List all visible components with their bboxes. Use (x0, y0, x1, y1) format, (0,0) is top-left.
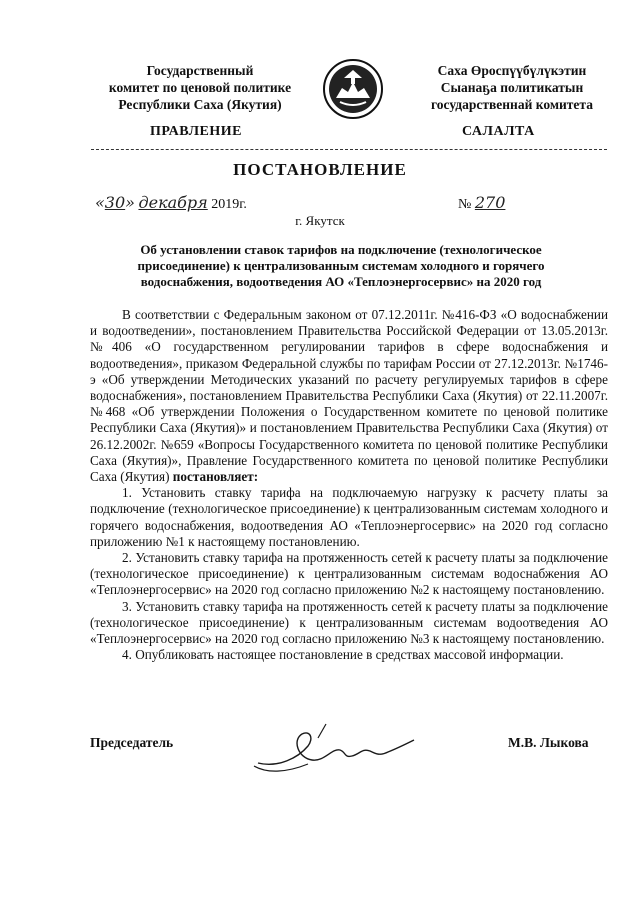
resolution-item-3: 3. Установить ставку тарифа на протяженность сетей к расчету платы за подключение (технологическое присоединение) к централизованным системам водоотведения АО «Теплоэнергосервис» на 2020 год согласно приложению №3 к настоящему постановлению. (90, 598, 608, 647)
preamble-paragraph (90, 307, 608, 485)
header-divider (91, 149, 607, 150)
header-left-line-1: Государственный (146, 63, 254, 78)
preamble-resolution: постановляет: (172, 469, 259, 485)
date-year: 2019г. (211, 197, 247, 212)
document-subject: Об установлении ставок тарифов на подключение (технологическое присоединение) к централизованным системам холодного и горячего водоснабжения, водоотведения АО «Теплоэнергосервис» на 2020 год (137, 242, 545, 289)
header-right-line-3: государственнай комитета (431, 97, 593, 112)
header-right-board: САЛАЛТА (462, 124, 535, 139)
date-open-quote: « (95, 193, 105, 212)
coat-of-arms-emblem (322, 58, 384, 120)
header-left-organization (90, 62, 310, 113)
date-day: 30 (104, 193, 126, 212)
header-right-line-2: Сыанаҕа политикатын (440, 80, 584, 95)
handwritten-signature (248, 718, 418, 778)
signatory-title: Председатель (90, 735, 174, 750)
resolution-item-4: 4. Опубликовать настоящее постановление в средствах массовой информации. (122, 647, 564, 663)
header-right-line-1: Саха Өроспүүбүлүкэтин (437, 63, 587, 78)
date-close-quote: » (125, 193, 135, 212)
header-left-line-2: комитет по ценовой политике (108, 80, 292, 95)
header-left-line-3: Республики Саха (Якутия) (118, 97, 282, 112)
date-month: декабря (138, 193, 208, 212)
number-value: 270 (474, 193, 506, 212)
header-left-board: ПРАВЛЕНИЕ (150, 124, 242, 139)
signatory-name: М.В. Лыкова (508, 735, 589, 750)
number-prefix: № (458, 197, 472, 212)
document-city: г. Якутск (295, 213, 345, 228)
document-body (90, 307, 608, 663)
resolution-item-2: 2. Установить ставку тарифа на протяженность сетей к расчету платы за подключение (технологическое присоединение) к централизованным системам водоснабжения АО «Теплоэнергосервис» на 2020 год согласно приложению №2 к настоящему постановлению. (90, 550, 608, 598)
document-title: ПОСТАНОВЛЕНИЕ (233, 160, 407, 179)
preamble-text: В соответствии с Федеральным законом от 07.12.2011г. №416-ФЗ «О водоснабжении и водоотведении», постановлением Правительства Российской Федерации от 13.05.2013г. №406 «О государственном регулировании тарифов в сфере водоснабжения и водоотведения», приказом Федеральной службы по тарифам России от 27.12.2013г. №1746-э «Об утверждении Методических указаний по расчету регулируемых тарифов в сфере водоснабжения», постановлением Правительства Республики Саха (Якутия) от 22.11.2007г. №468 «Об утверждении Положения о Государственном комитете по ценовой политике Республики Саха (Якутия)» и постановлением Правительства Республики Саха (Якутия) от 26.12.2002г. №659 «Вопросы Государственного комитета по ценовой политике Республики Саха (Якутия)», Правление Государственного комитета по ценовой политике Республики Саха (Якутия) (90, 307, 608, 485)
document-number (458, 193, 505, 213)
header-right-organization (412, 62, 612, 113)
document-date (95, 193, 247, 213)
resolution-item-1: 1. Установить ставку тарифа на подключаемую нагрузку к расчету платы за подключение (технологическое присоединение) к централизованным системам холодного и горячего водоснабжения, водоотведения АО «Теплоэнергосервис» на 2020 год согласно приложению №1 к настоящему постановлению. (90, 485, 608, 549)
